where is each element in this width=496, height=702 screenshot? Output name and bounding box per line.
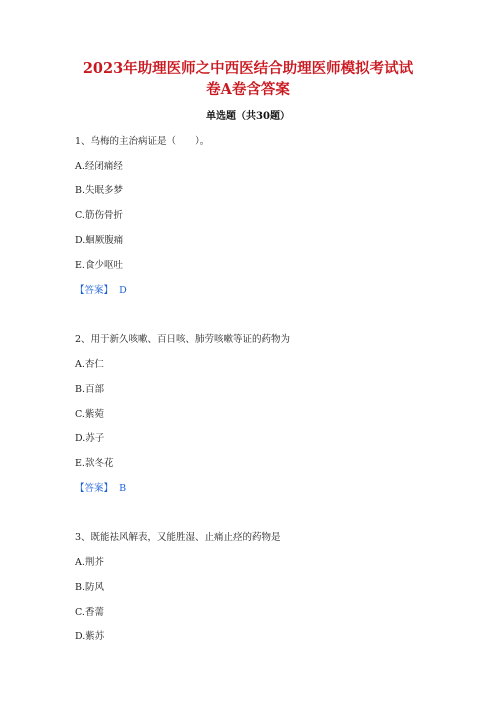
answer-value: D [119,285,127,296]
question-3-option-d: D.紫苏 [75,631,105,642]
document-title-line-1: 2023年助理医师之中西医结合助理医师模拟考试试 [82,60,414,77]
question-2-option-c: C.紫菀 [75,409,104,420]
question-3-option-b: B.防风 [75,582,105,593]
question-1-stem: 1、乌梅的主治病证是（ ）。 [75,136,210,147]
question-3-option-c: C.香薷 [75,607,104,618]
question-1-option-d: D.蛔厥腹痛 [75,235,124,246]
question-3-stem: 3、既能祛风解表，又能胜湿、止痛止痉的药物是 [75,532,281,543]
question-2-option-a: A.杏仁 [75,359,104,370]
question-1-option-b: B.失眠多梦 [75,185,124,196]
answer-value: B [119,483,127,494]
document-title-line-2: 卷A卷含答案 [206,81,290,98]
question-1-option-a: A.经闭痛经 [75,161,123,172]
answer-label: 【答案】 [75,483,114,494]
question-3-option-a: A.荆芥 [75,557,104,568]
question-2-stem: 2、用于新久咳嗽、百日咳、肺劳咳嗽等证的药物为 [75,334,291,345]
question-1-answer [75,284,127,298]
question-2-answer [75,482,126,496]
question-2-option-b: B.百部 [75,384,105,395]
question-2-option-e: E.款冬花 [75,458,114,469]
question-1-option-c: C.筋伤骨折 [75,210,123,221]
answer-label: 【答案】 [75,285,114,296]
question-1-option-e: E.食少呕吐 [75,260,123,271]
section-heading: 单选题（共30题） [206,111,290,122]
question-2-option-d: D.苏子 [75,433,105,444]
